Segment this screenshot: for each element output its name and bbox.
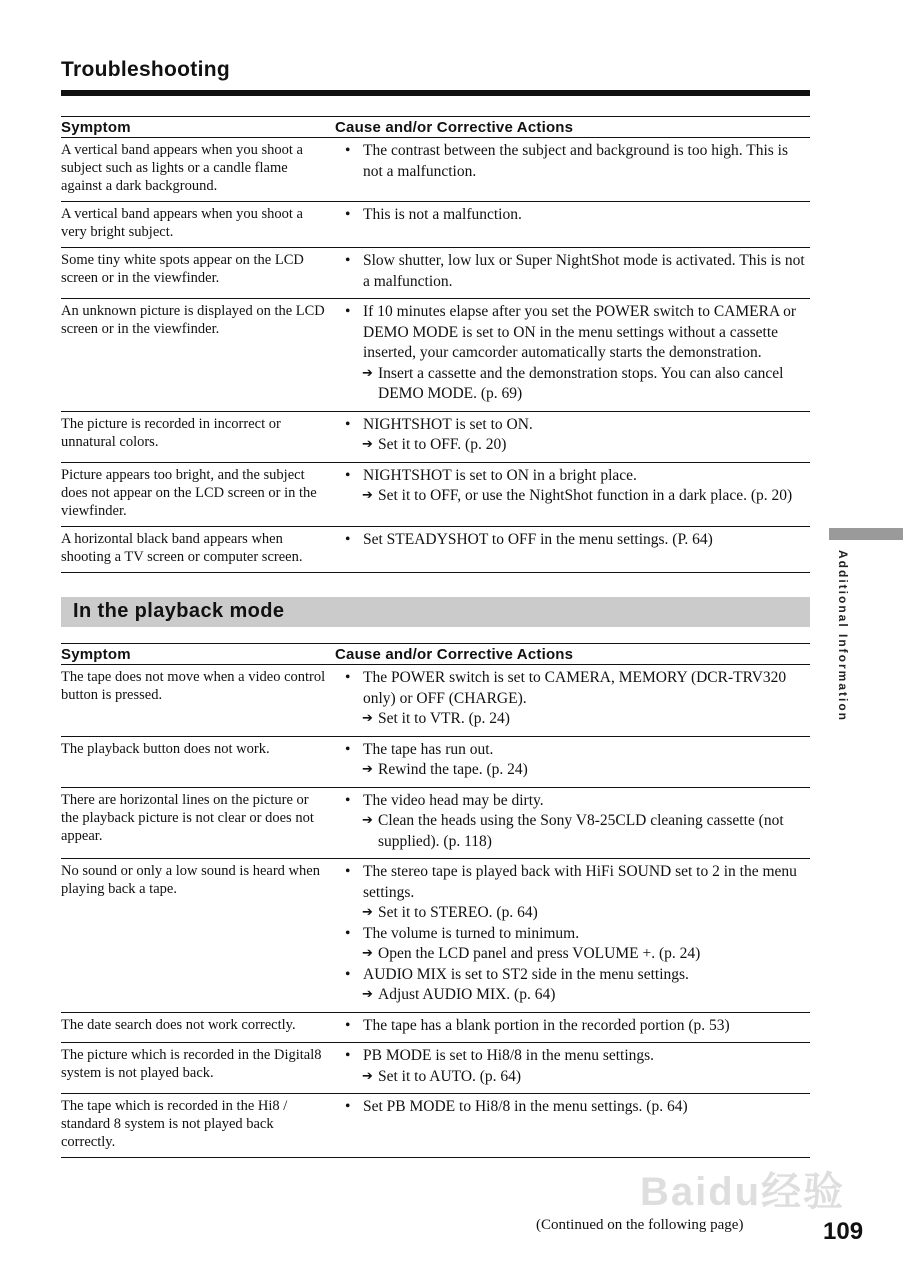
corrective-action — [335, 811, 810, 852]
cause-bullet — [335, 251, 810, 292]
symptom-cell: The tape which is recorded in the Hi8 / standard 8 system is not played back correctly. — [61, 1094, 335, 1158]
corrective-action — [335, 1067, 810, 1088]
arrow-right-icon: ➔ — [362, 905, 373, 920]
playback-troubleshooting-table — [61, 643, 810, 1158]
cause-bullet — [335, 141, 810, 182]
cause-text: If 10 minutes elapse after you set the POWER switch to CAMERA or DEMO MODE is set to ON in the menu settings without a cassette inserted, your camcorder automatically starts the demonstration. — [363, 303, 797, 361]
cause-cell — [335, 411, 810, 462]
symptom-cell: A vertical band appears when you shoot a subject such as lights or a candle flame against a dark background. — [61, 138, 335, 202]
cause-text: PB MODE is set to Hi8/8 in the menu settings. — [363, 1047, 655, 1064]
table-row — [61, 526, 810, 572]
corrective-action — [335, 709, 810, 730]
corrective-action — [335, 364, 810, 405]
cause-text: Slow shutter, low lux or Super NightShot mode is activated. This is not a malfunction. — [363, 252, 805, 290]
cause-text: The tape has a blank portion in the recorded portion (p. 53) — [363, 1016, 730, 1034]
cause-cell — [335, 736, 810, 787]
arrow-right-icon: ➔ — [362, 365, 373, 381]
symptom-cell: There are horizontal lines on the picture or the playback picture is not clear or does not appear. — [61, 787, 335, 859]
cause-text: Set it to AUTO. (p. 64) — [378, 1067, 522, 1085]
page-number: 109 — [823, 1218, 864, 1245]
table-row — [61, 138, 810, 202]
symptom-cell: The playback button does not work. — [61, 736, 335, 787]
cause-cell — [335, 248, 810, 299]
symptom-column-header: Symptom — [61, 117, 335, 138]
corrective-action — [335, 903, 810, 924]
table-row — [61, 248, 810, 299]
table-row — [61, 1012, 810, 1043]
cause-text: NIGHTSHOT is set to ON. — [363, 415, 533, 433]
symptom-cell: An unknown picture is displayed on the LCD screen or in the viewfinder. — [61, 299, 335, 412]
cause-text: Set it to OFF. (p. 20) — [378, 436, 507, 453]
cause-text: The contrast between the subject and background is too high. This is not a malfunction. — [363, 142, 789, 180]
cause-text: The volume is turned to minimum. — [363, 924, 580, 942]
table-row — [61, 736, 810, 787]
symptom-cell: A horizontal black band appears when shooting a TV screen or computer screen. — [61, 526, 335, 572]
cause-bullet — [335, 1046, 810, 1067]
cause-cell — [335, 138, 810, 202]
cause-text: Clean the heads using the Sony V8-25CLD cleaning cassette (not supplied). (p. 118) — [378, 812, 784, 850]
table-row — [61, 665, 810, 737]
cause-text: Set STEADYSHOT to OFF in the menu settings. (P. 64) — [363, 530, 713, 548]
symptom-cell: Some tiny white spots appear on the LCD screen or in the viewfinder. — [61, 248, 335, 299]
symptom-cell: The date search does not work correctly. — [61, 1012, 335, 1043]
symptom-cell: A vertical band appears when you shoot a very bright subject. — [61, 202, 335, 248]
table-row — [61, 202, 810, 248]
cause-column-header: Cause and/or Corrective Actions — [335, 117, 810, 138]
watermark-logo: Baidu经验 — [640, 1170, 846, 1214]
title-rule — [61, 90, 810, 96]
cause-cell — [335, 299, 810, 412]
arrow-right-icon: ➔ — [362, 946, 373, 961]
table-header-row — [61, 117, 810, 138]
page-title: Troubleshooting — [61, 58, 230, 81]
cause-bullet — [335, 415, 810, 436]
cause-text: NIGHTSHOT is set to ON in a bright place. — [363, 466, 637, 484]
corrective-action — [335, 985, 810, 1006]
cause-bullet — [335, 466, 810, 487]
cause-cell — [335, 665, 810, 737]
cause-cell — [335, 526, 810, 572]
symptom-cell: The picture is recorded in incorrect or unnatural colors. — [61, 411, 335, 462]
side-section-label: Additional Information — [836, 550, 850, 722]
corrective-action — [335, 486, 810, 507]
symptom-cell: The tape does not move when a video control button is pressed. — [61, 665, 335, 737]
cause-bullet — [335, 302, 810, 364]
cause-cell — [335, 1012, 810, 1043]
table-row — [61, 462, 810, 526]
cause-cell — [335, 462, 810, 526]
cause-text: Set PB MODE to Hi8/8 in the menu settings. (p. 64) — [363, 1098, 688, 1115]
cause-text: Set it to STEREO. (p. 64) — [378, 904, 538, 921]
cause-text: AUDIO MIX is set to ST2 side in the menu settings. — [363, 965, 689, 983]
symptom-cell: Picture appears too bright, and the subject does not appear on the LCD screen or in the viewfinder. — [61, 462, 335, 526]
side-section-tab — [829, 528, 903, 540]
cause-bullet — [335, 965, 810, 986]
arrow-right-icon: ➔ — [362, 987, 373, 1002]
table-header-row — [61, 644, 810, 665]
cause-text: The stereo tape is played back with HiFi SOUND set to 2 in the menu settings. — [363, 863, 797, 901]
cause-text: The POWER switch is set to CAMERA, MEMORY (DCR-TRV320 only) or OFF (CHARGE). — [363, 669, 787, 707]
cause-cell — [335, 1094, 810, 1158]
cause-cell — [335, 202, 810, 248]
section-bar-playback — [61, 597, 810, 627]
cause-cell — [335, 787, 810, 859]
continued-note: (Continued on the following page) — [536, 1217, 744, 1233]
cause-column-header: Cause and/or Corrective Actions — [335, 644, 810, 665]
symptom-cell: No sound or only a low sound is heard when playing back a tape. — [61, 859, 335, 1013]
corrective-action — [335, 760, 810, 781]
cause-bullet — [335, 1016, 810, 1037]
cause-text: This is not a malfunction. — [363, 206, 522, 223]
cause-bullet — [335, 740, 810, 761]
cause-bullet — [335, 1097, 810, 1118]
corrective-action — [335, 944, 810, 965]
cause-text: The video head may be dirty. — [363, 791, 544, 809]
corrective-action — [335, 435, 810, 456]
cause-text: Open the LCD panel and press VOLUME +. (p. 24) — [378, 945, 701, 962]
symptom-column-header: Symptom — [61, 644, 335, 665]
table-row — [61, 411, 810, 462]
section-title: In the playback mode — [73, 600, 285, 622]
cause-bullet — [335, 924, 810, 945]
table-row — [61, 787, 810, 859]
cause-cell — [335, 1043, 810, 1094]
arrow-right-icon: ➔ — [362, 488, 373, 503]
recording-troubleshooting-table — [61, 116, 810, 573]
cause-text: The tape has run out. — [363, 740, 494, 758]
cause-text: Rewind the tape. (p. 24) — [378, 761, 528, 778]
cause-bullet — [335, 862, 810, 903]
table-row — [61, 1094, 810, 1158]
arrow-right-icon: ➔ — [362, 1068, 373, 1084]
arrow-right-icon: ➔ — [362, 711, 373, 726]
table-row — [61, 299, 810, 412]
cause-text: Insert a cassette and the demonstration stops. You can also cancel DEMO MODE. (p. 69) — [378, 364, 784, 402]
cause-bullet — [335, 668, 810, 709]
arrow-right-icon: ➔ — [362, 813, 373, 828]
cause-text: Adjust AUDIO MIX. (p. 64) — [378, 986, 556, 1003]
table-row — [61, 859, 810, 1013]
arrow-right-icon: ➔ — [362, 762, 373, 777]
cause-text: Set it to OFF, or use the NightShot function in a dark place. (p. 20) — [378, 487, 793, 504]
symptom-cell: The picture which is recorded in the Digital8 system is not played back. — [61, 1043, 335, 1094]
cause-bullet — [335, 530, 810, 551]
arrow-right-icon: ➔ — [362, 437, 373, 452]
cause-bullet — [335, 205, 810, 226]
cause-text: Set it to VTR. (p. 24) — [378, 710, 510, 727]
cause-bullet — [335, 791, 810, 812]
table-row — [61, 1043, 810, 1094]
cause-cell — [335, 859, 810, 1013]
